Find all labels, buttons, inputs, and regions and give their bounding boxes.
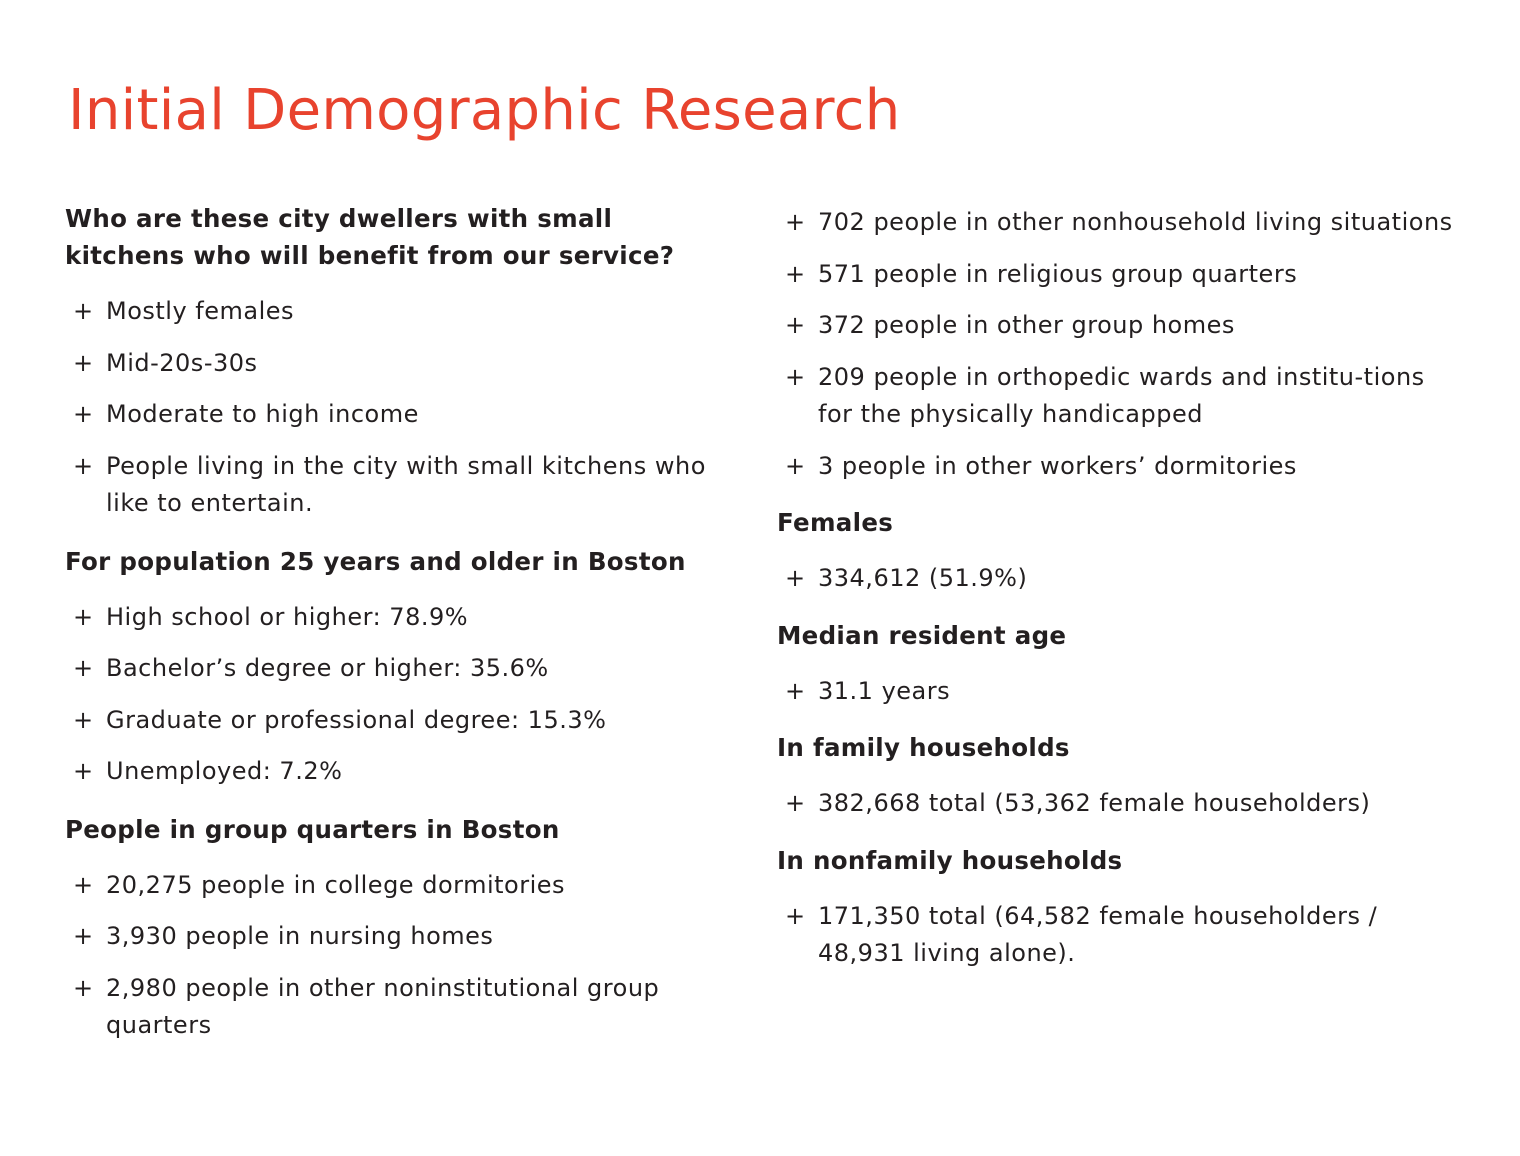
plus-icon: + [785,901,806,930]
list-item: + 209 people in orthopedic wards and institu-tions for the physically handicapped [777,359,1467,434]
list-item: + 3,930 people in nursing homes [65,918,715,956]
plus-icon: + [785,564,806,592]
plus-icon: + [73,602,94,631]
list-item: + 372 people in other group homes [777,307,1467,345]
section-females [777,504,1467,598]
bullet-list [777,204,1467,485]
list-item: + 20,275 people in college dormitories [65,867,715,905]
plus-icon: + [73,757,94,785]
plus-icon: + [73,297,94,325]
plus-icon: + [73,973,94,1002]
section-family-households [777,729,1467,823]
bullet-list [65,599,715,791]
bullet-list [777,785,1467,823]
section-heading: For population 25 years and older in Boston [65,546,686,576]
page-title: Initial Demographic Research [68,78,901,143]
list-item: + 171,350 total (64,582 female householders / 48,931 living alone). [777,898,1467,973]
plus-icon: + [73,705,94,734]
plus-icon: + [785,311,806,339]
section-heading: Median resident age [777,620,1067,650]
bullet-list [777,898,1467,973]
section-group-quarters-continued [777,204,1467,485]
list-item: + Unemployed: 7.2% [65,753,715,791]
plus-icon: + [73,348,94,377]
list-item: + Graduate or professional degree: 15.3% [65,702,715,740]
bullet-list [777,673,1467,711]
plus-icon: + [73,922,94,950]
section-education [65,543,715,791]
bullet-list [777,560,1467,598]
bullet-list [65,867,715,1045]
list-item: + High school or higher: 78.9% [65,599,715,637]
list-item: + Moderate to high income [65,396,715,434]
plus-icon: + [785,451,806,480]
plus-icon: + [73,400,94,428]
left-column [65,200,715,1059]
plus-icon: + [785,208,806,236]
section-nonfamily-households [777,842,1467,973]
plus-icon: + [73,654,94,682]
plus-icon: + [73,451,94,480]
plus-icon: + [785,676,806,705]
list-item: + 571 people in religious group quarters [777,256,1467,294]
plus-icon: + [785,259,806,288]
right-column [777,200,1467,987]
bullet-list [65,293,715,523]
list-item: + Bachelor’s degree or higher: 35.6% [65,650,715,688]
list-item: + Mostly females [65,293,715,331]
list-item: + 3 people in other workers’ dormitories [777,448,1467,486]
plus-icon: + [785,789,806,817]
section-heading: Females [777,508,894,537]
list-item: + 2,980 people in other noninstitutional group quarters [65,970,715,1045]
section-heading: In family households [777,733,1070,762]
list-item: + People living in the city with small kitchens who like to entertain. [65,448,715,523]
section-median-age [777,617,1467,711]
section-target-audience [65,200,715,523]
section-group-quarters [65,811,715,1045]
list-item: + Mid-20s-30s [65,345,715,383]
list-item: + 334,612 (51.9%) [777,560,1467,598]
section-heading: Who are these city dwellers with small kitchens who will benefit from our service? [65,204,675,270]
plus-icon: + [73,870,94,899]
list-item: + 702 people in other nonhousehold living situations [777,204,1467,242]
plus-icon: + [785,362,806,391]
section-heading: People in group quarters in Boston [65,814,560,844]
list-item: + 382,668 total (53,362 female householders) [777,785,1467,823]
section-heading: In nonfamily households [777,845,1123,875]
list-item: + 31.1 years [777,673,1467,711]
